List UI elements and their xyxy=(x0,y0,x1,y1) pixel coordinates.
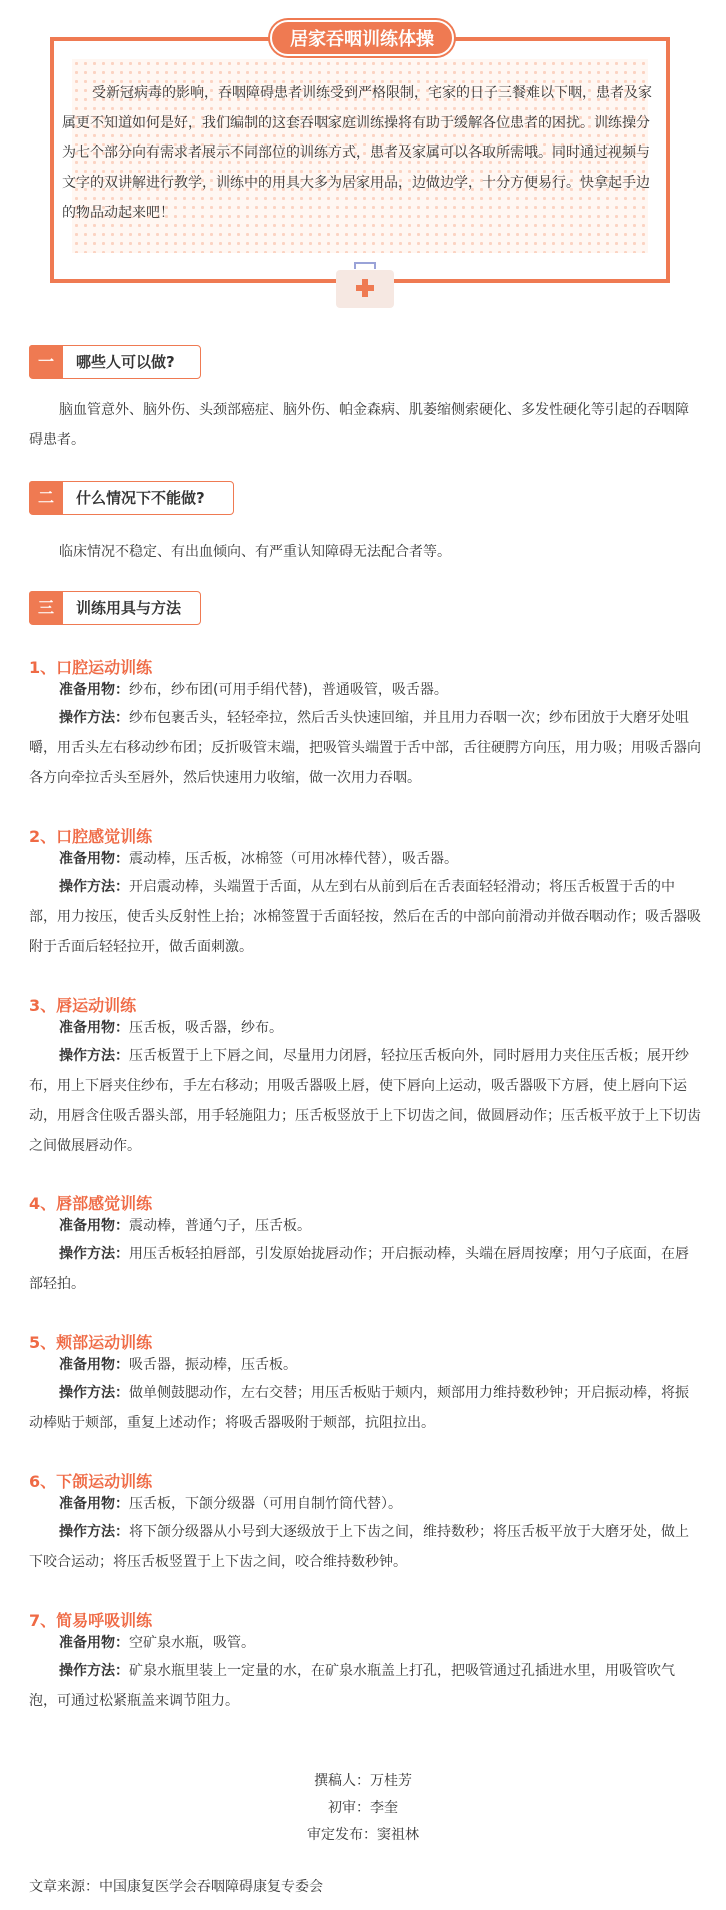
item-method: 操作方法：矿泉水瓶里装上一定量的水，在矿泉水瓶盖上打孔，把吸管通过孔插进水里，用吸管吹气泡，可通过松紧瓶盖来调节阻力。 xyxy=(29,1663,675,1709)
section-head-who xyxy=(29,345,201,379)
item-method: 操作方法：用压舌板轻拍唇部，引发原始拢唇动作；开启振动棒，头端在唇周按摩；用勺子底面，在唇部轻拍。 xyxy=(29,1246,689,1292)
item-method: 操作方法：做单侧鼓腮动作，左右交替；用压舌板贴于颊内，颊部用力维持数秒钟；开启振动棒，将振动棒贴于颊部，重复上述动作；将吸舌器吸附于颊部，抗阻拉出。 xyxy=(29,1385,689,1431)
article-source: 文章来源：中国康复医学会吞咽障碍康复专委会 xyxy=(29,1879,323,1895)
intro-text: 受新冠病毒的影响，吞咽障碍患者训练受到严格限制，宅家的日子三餐难以下咽，患者及家属更不知道如何是好，我们编制的这套吞咽家庭训练操将有助于缓解各位患者的困扰。训练操分为七个部分向有需求者展示不同部位的训练方式，患者及家属可以各取所需哦。同时通过视频与文字的双讲解进行教学，训练中的用具大多为居家用品，边做边学，十分方便易行。快拿起手边的物品动起来吧！ xyxy=(62,85,652,221)
item-title: 1、口腔运动训练 xyxy=(29,658,153,677)
item-method: 操作方法：开启震动棒，头端置于舌面，从左到右从前到后在舌表面轻轻滑动；将压舌板置于舌的中部，用力按压，使舌头反射性上抬；冰棉签置于舌面轻按，然后在舌的中部向前滑动并做吞咽动作；吸舌器吸附于舌面后轻轻拉开，做舌面刺激。 xyxy=(29,879,701,955)
item-title: 2、口腔感觉训练 xyxy=(29,827,153,846)
item-tools: 准备用物：压舌板，吸舌器，纱布。 xyxy=(59,1020,283,1036)
item-tools: 准备用物：震动棒，普通勺子，压舌板。 xyxy=(59,1218,311,1234)
section-title: 什么情况下不能做? xyxy=(76,489,205,507)
item-method: 操作方法：压舌板置于上下唇之间，尽量用力闭唇，轻拉压舌板向外，同时唇用力夹住压舌板；展开纱布，用上下唇夹住纱布，手左右移动；用吸舌器吸上唇，使下唇向上运动，吸舌器吸下方唇，使上唇向下运动，用唇含住吸舌器头部，用手轻施阻力；压舌板竖放于上下切齿之间，做圆唇动作；压舌板平放于上下切齿之间做展唇动作。 xyxy=(29,1048,701,1154)
item-tools: 准备用物：空矿泉水瓶，吸管。 xyxy=(59,1635,255,1651)
item-method: 操作方法：将下颌分级器从小号到大逐级放于上下齿之间，维持数秒；将压舌板平放于大磨牙处，做上下咬合运动；将压舌板竖置于上下齿之间，咬合维持数秒钟。 xyxy=(29,1524,689,1570)
item-title: 4、唇部感觉训练 xyxy=(29,1194,153,1213)
section-head-contraindication xyxy=(29,481,234,515)
publish-credit: 审定发布：窦祖林 xyxy=(307,1827,419,1843)
section-number: 三 xyxy=(29,591,63,624)
credits xyxy=(0,1768,726,1849)
item-method: 操作方法：纱布包裹舌头，轻轻牵拉，然后舌头快速回缩，并且用力吞咽一次；纱布团放于大磨牙处咀嚼，用舌头左右移动纱布团；反折吸管末端，把吸管头端置于舌中部，舌往硬腭方向压，用力吸；用吸舌器向各方向牵拉舌头至唇外，然后快速用力收缩，做一次用力吞咽。 xyxy=(29,710,701,786)
section-number: 二 xyxy=(29,481,63,514)
section-text-contraindication: 临床情况不稳定、有出血倾向、有严重认知障碍无法配合者等。 xyxy=(59,544,451,560)
item-title: 6、下颌运动训练 xyxy=(29,1472,153,1491)
item-title: 5、颊部运动训练 xyxy=(29,1333,153,1352)
intro-title: 居家吞咽训练体操 xyxy=(270,20,454,56)
item-tools: 准备用物：压舌板，下颌分级器（可用自制竹筒代替）。 xyxy=(59,1496,402,1512)
item-title: 3、唇运动训练 xyxy=(29,996,137,1015)
section-number: 一 xyxy=(29,345,63,378)
section-title: 哪些人可以做? xyxy=(76,353,175,371)
section-text-who: 脑血管意外、脑外伤、头颈部癌症、脑外伤、帕金森病、肌萎缩侧索硬化、多发性硬化等引起的吞咽障碍患者。 xyxy=(29,402,689,448)
author-credit: 撰稿人：万桂芳 xyxy=(314,1773,412,1789)
item-tools: 准备用物：震动棒，压舌板，冰棉签（可用冰棒代替），吸舌器。 xyxy=(59,851,458,867)
section-title: 训练用具与方法 xyxy=(76,599,182,617)
item-tools: 准备用物：纱布，纱布团(可用手绢代替)，普通吸管，吸舌器。 xyxy=(59,682,448,698)
item-tools: 准备用物：吸舌器，振动棒，压舌板。 xyxy=(59,1357,297,1373)
section-head-methods xyxy=(29,591,201,625)
review-credit: 初审：李奎 xyxy=(328,1800,398,1816)
item-title: 7、简易呼吸训练 xyxy=(29,1611,153,1630)
